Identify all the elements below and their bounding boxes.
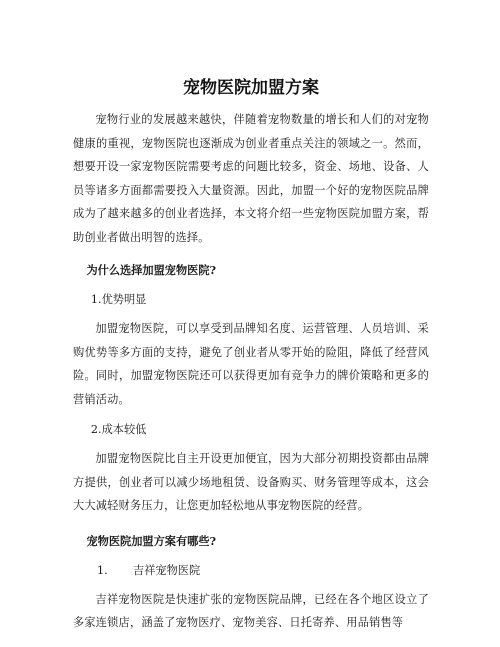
item-number: 1.	[97, 563, 108, 577]
item-name: 吉祥宠物医院	[133, 563, 201, 577]
numbered-item-jixiang	[73, 560, 429, 582]
point-paragraph-advantages: 加盟宠物医院，可以享受到品牌知名度、运营管理、人员培训、采购优势等多方面的支持，避免了创业者从零开始的险阻，降低了经营风险。同时，加盟宠物医院还可以获得更加有竞争力的牌价策略和更多的营销活动。	[73, 322, 429, 406]
point-paragraph-low-cost: 加盟宠物医院比自主开设更加便宜，因为大部分初期投资都由品牌方提供，创业者可以减少场地租赁、设备购买、财务管理等成本，这会大大减轻财务压力，让您更加轻松地从事宠物医院的经营。	[73, 452, 429, 512]
document-title: 宠物医院加盟方案	[183, 78, 319, 98]
point-label-advantages: 1.优势明显	[90, 293, 147, 306]
document-page	[73, 76, 429, 635]
point-label-low-cost: 2.成本较低	[90, 423, 147, 436]
section-heading-franchise-options: 宠物医院加盟方案有哪些?	[86, 533, 217, 548]
intro-paragraph: 宠物行业的发展越来越快，伴随着宠物数量的增长和人们的对宠物健康的重视，宠物医院也逐渐成为创业者重点关注的领域之一。然而，想要开设一家宠物医院需要考虑的问题比较多，资金、场地、设备、人员等诸多方面都需要投入大量资源。因此，加盟一个好的宠物医院品牌成为了越来越多的创业者选择，本文将介绍一些宠物医院加盟方案，帮助创业者做出明智的选择。	[73, 113, 429, 244]
item-paragraph-jixiang: 吉祥宠物医院是快速扩张的宠物医院品牌，已经在各个地区设立了多家连锁店，涵盖了宠物医疗、宠物美容、日托寄养、用品销售等	[73, 592, 429, 629]
section-heading-why-franchise: 为什么选择加盟宠物医院?	[86, 263, 217, 277]
